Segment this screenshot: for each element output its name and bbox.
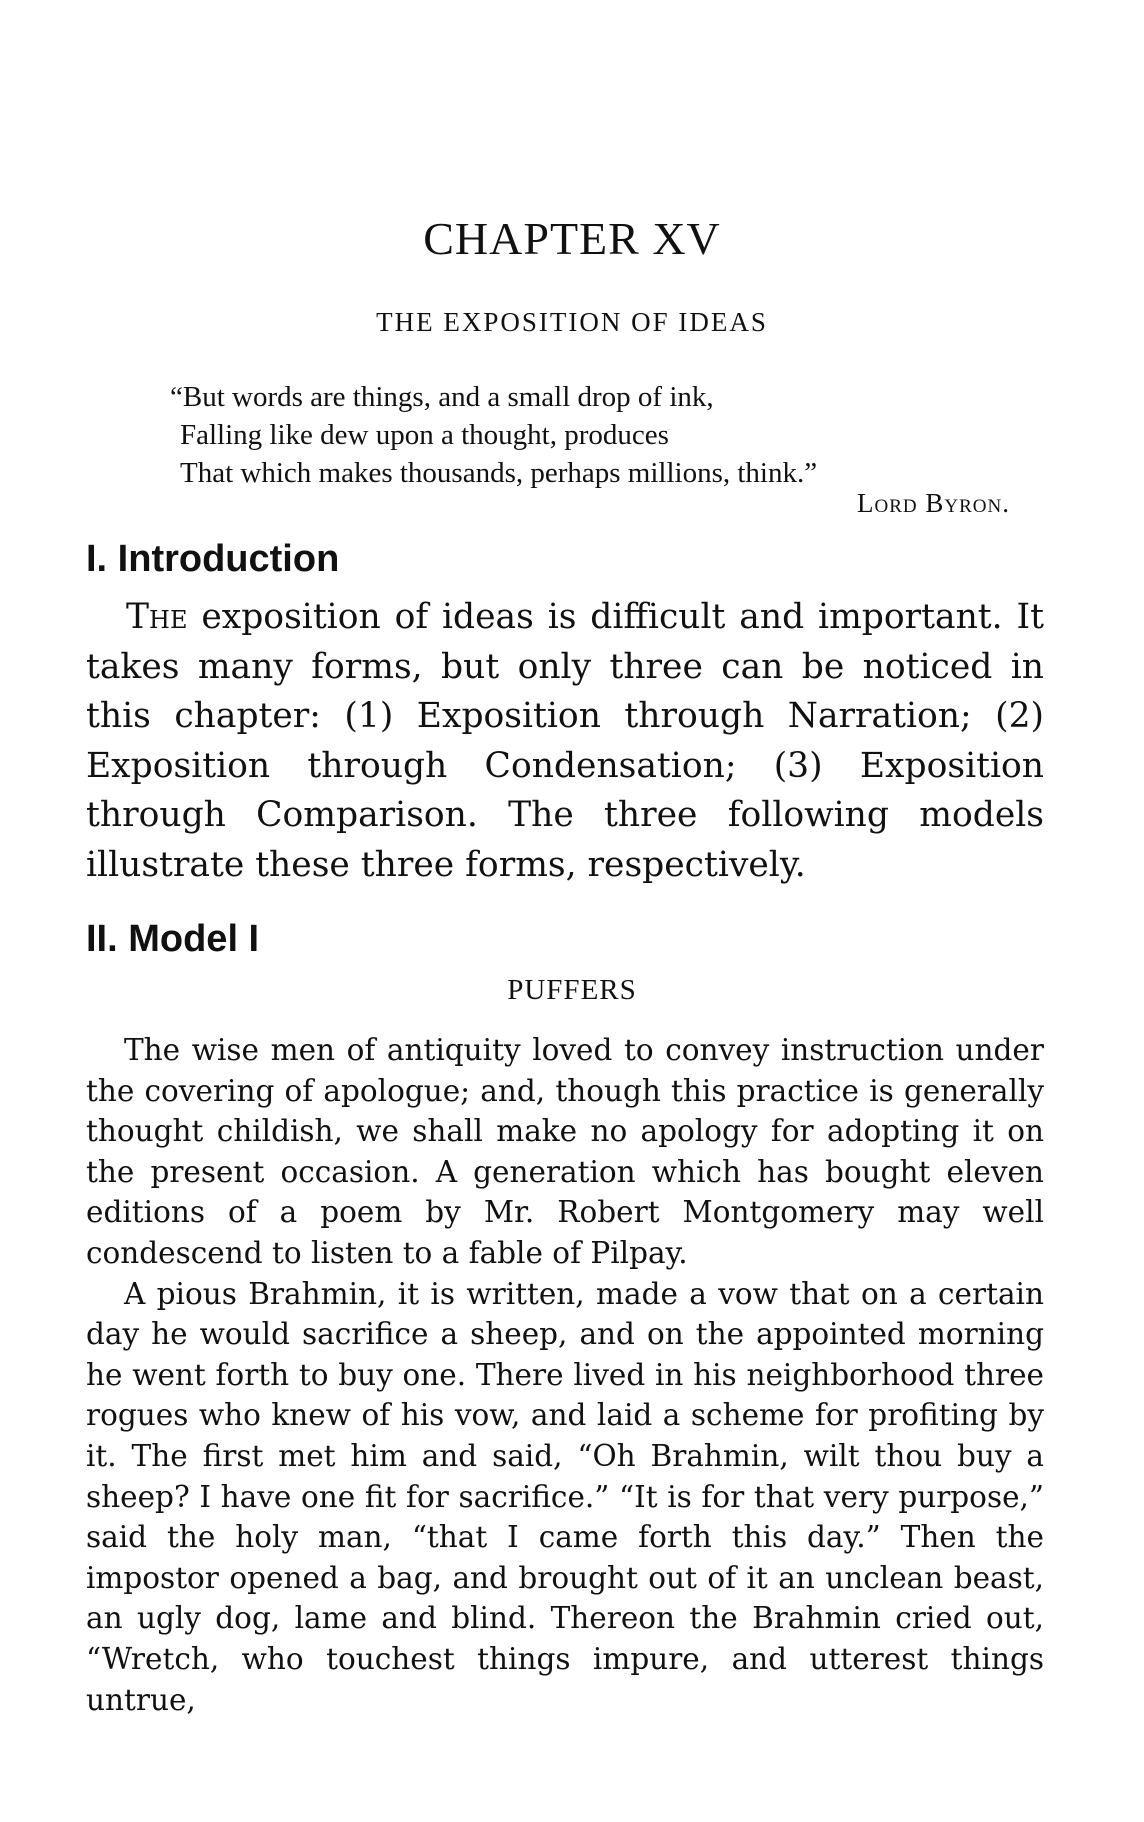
epigraph-line: That which makes thousands, perhaps millions, think.”: [180, 457, 818, 489]
chapter-title: THE EXPOSITION OF IDEAS: [376, 307, 768, 337]
introduction-text: [86, 593, 1044, 891]
introduction-paragraph: [86, 593, 1044, 891]
model-title: PUFFERS: [507, 974, 637, 1006]
lead-word: The: [126, 597, 188, 637]
section-heading-model-1: II. Model I: [86, 918, 260, 960]
epigraph-line: Falling like dew upon a thought, produces: [180, 419, 669, 451]
epigraph-line: “But words are things, and a small drop of ink,: [170, 381, 714, 413]
model-text: [86, 1030, 1044, 1720]
section-heading-introduction: I. Introduction: [86, 538, 340, 580]
chapter-number: CHAPTER XV: [423, 213, 721, 264]
model-paragraph: A pious Brahmin, it is written, made a vow that on a certain day he would sacrifice a sheep, and on the appointed morning he went forth to buy one. There lived in his neighborhood three rogues who knew of his vow, and laid a scheme for profiting by it. The first met him and said, “Oh Brahmin, wilt thou buy a sheep? I have one fit for sacrifice.” “It is for that very purpose,” said the holy man, “that I came forth this day.” Then the impostor opened a bag, and brought out of it an unclean beast, an ugly dog, lame and blind. Thereon the Brahmin cried out, “Wretch, who touchest things impure, and utterest things untrue,: [86, 1276, 1044, 1717]
epigraph-attribution: Lord Byron.: [857, 488, 1010, 518]
model-paragraph: The wise men of antiquity loved to convey instruction under the covering of apologue; and, though this practice is generally thought childish, we shall make no apology for adopting it on the present occasion. A generation which has bought eleven editions of a poem by Mr. Robert Montgomery may well condescend to listen to a fable of Pilpay.: [86, 1033, 1044, 1270]
epigraph: [170, 378, 1010, 492]
introduction-body: exposition of ideas is difficult and important. It takes many forms, but only three can be noticed in this chapter: (1) Exposition through Narration; (2) Exposition through Condensation; (3) Exposition through Comparison. The three following models illustrate these three forms, respectively.: [86, 597, 1044, 885]
